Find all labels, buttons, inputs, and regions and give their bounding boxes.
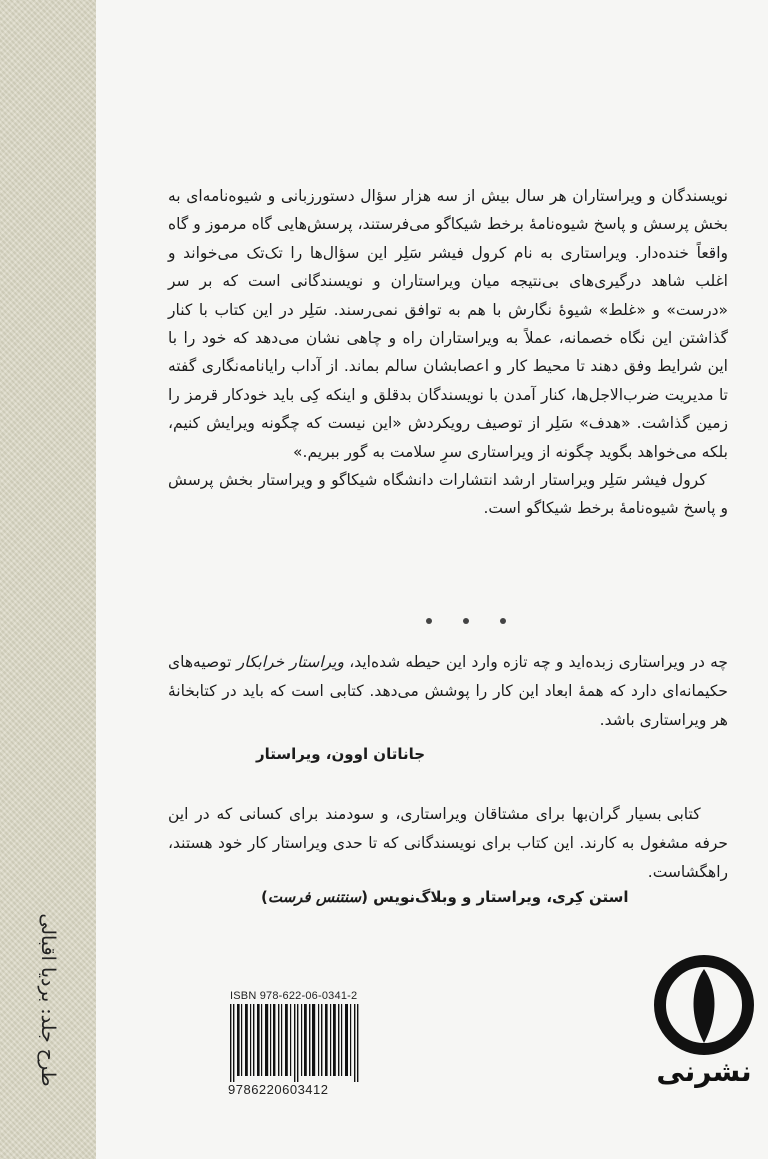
- author-bio-paragraph: [168, 466, 728, 523]
- publisher-name: نشرنی: [656, 1055, 752, 1088]
- isbn-label: ISBN 978-622-06-0341-2: [230, 990, 358, 1002]
- review-attribution-1: جاناتان اوون، ویراستار: [256, 745, 426, 763]
- author-bio-text: کرول فیشر سَلِر ویراستار ارشد انتشارات دانشگاه شیکاگو و ویراستار بخش پرسش و پاسخ شیوه‌نامهٔ برخط شیکاگو است.: [168, 471, 728, 518]
- attribution2-publication: سنتنس فرست: [267, 888, 362, 906]
- quote1-book-title: ویراستار خرابکار: [236, 653, 344, 671]
- divider-dot: [426, 618, 432, 624]
- attribution2-lead: استن کِری، ویراستار و وبلاگ‌نویس (: [361, 888, 629, 906]
- attribution2-end: ): [261, 888, 268, 906]
- divider-dot: [500, 618, 506, 624]
- description-paragraph: نویسندگان و ویراستاران هر سال بیش از سه هزار سؤال دستورزبانی و شیوه‌نامه‌ای به بخش پرسش و پاسخ شیوه‌نامهٔ برخط شیکاگو می‌فرستند، پرسش‌هایی گاه مرموز و گاه واقعاً خنده‌دار. ویراستاری به نام کرول فیشر سَلِر این سؤال‌ها را تک‌تک می‌خواند و اغلب شاهد درگیری‌های بی‌نتیجه میان ویراستاران و نویسندگانی است که بر سر «درست» و «غلط» شیوهٔ نگارش با هم به توافق نمی‌رسند. سَلِر در این کتاب با کنار گذاشتن این نگاه خصمانه، عملاً به ویراستاران راه و چاهی نشان می‌دهد که خود را با این شرایط وفق دهند تا محیط کار و اعصابشان سالم بماند. از آداب رایانامه‌نگاری گفته تا مدیریت ضرب‌الاجل‌ها، کنار آمدن با نویسندگان بدقلق و اینکه کِی باید خودکار قرمز را زمین گذاشت. «هدف» سَلِر از توصیف رویکردش «این نیست که چگونه ویرایش کنیم، بلکه می‌خواهد بگوید چگونه از ویراستاری سرِ سلامت به گور ببریم.»: [168, 187, 728, 461]
- description-block: [168, 182, 728, 523]
- review-quote-1: [168, 648, 728, 735]
- barcode-bars: [226, 1004, 366, 1082]
- reed-emblem-icon: [644, 955, 764, 1055]
- cover-design-credit: [2, 913, 94, 1087]
- publisher-logo: [644, 955, 764, 1105]
- review-quote-2: [168, 800, 728, 887]
- ean-number: 9786220603412: [228, 1082, 329, 1097]
- spine-texture: [0, 0, 97, 1159]
- divider-dot: [463, 618, 469, 624]
- cover-design-credit-text: طرح جلد: بردیا اقبالی: [37, 913, 59, 1087]
- quote1-rest: توصیه‌های حکیمانه‌ای دارد که همهٔ ابعاد این کار را پوشش می‌دهد. کتابی است که باید در کتابخانهٔ هر ویراستاری باشد.: [168, 653, 728, 729]
- barcode-block: [226, 990, 371, 1097]
- quote1-lead: چه در ویراستاری زبده‌اید و چه تازه وارد این حیطه شده‌اید،: [343, 653, 728, 671]
- back-cover: [96, 0, 768, 1159]
- quote2-text: کتابی بسیار گران‌بها برای مشتاقان ویراستاری، و سودمند برای کسانی که در این حرفه مشغول به کارند. این کتاب برای نویسندگانی که تا حدی ویراستار کار خود هستند، راهگشاست.: [168, 805, 728, 881]
- review-attribution-2: [261, 888, 629, 906]
- section-divider: [426, 618, 506, 624]
